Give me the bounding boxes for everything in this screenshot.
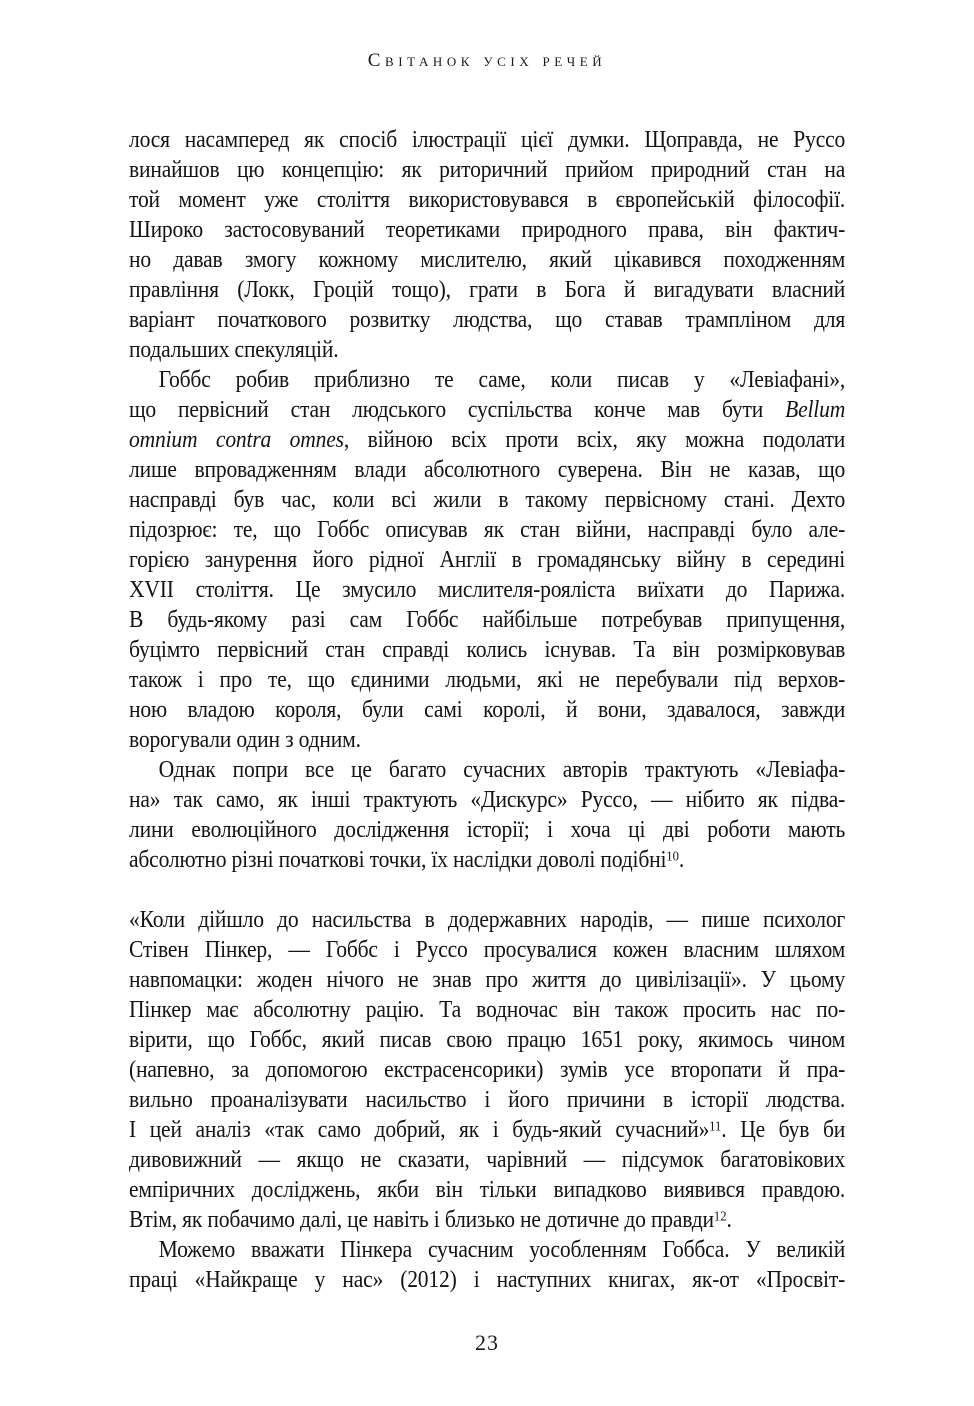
text-line: Стівен Пінкер, — Гоббс і Руссо просувалися кожен власним шляхом xyxy=(129,937,846,963)
text-line: (напевно, за допомогою екстрасенсорики) зумів усе второпати й пра- xyxy=(129,1057,846,1083)
text-line: лише впровадженням влади абсолютного суверена. Він не казав, що xyxy=(129,457,846,483)
text-line: на» так само, як інші трактують «Дискурс» Руссо, — нібито як підва- xyxy=(129,787,846,813)
text-line: насправді був час, коли всі жили в такому первісному стані. Дехто xyxy=(129,487,846,513)
paragraph xyxy=(129,755,926,875)
paragraph xyxy=(129,905,926,1235)
text-line: дивовижний — якщо не сказати, чарівний — підсумок багатовікових xyxy=(129,1147,846,1173)
text-line: емпіричних досліджень, якби він тільки випадково виявився правдою. xyxy=(129,1177,846,1203)
text-line: вірити, що Гоббс, який писав свою працю 1651 року, якимось чином xyxy=(129,1027,846,1053)
paragraph xyxy=(129,1235,926,1295)
text-line: також і про те, що єдиними людьми, які не перебували під верхов- xyxy=(129,667,846,693)
text-line: праці «Найкраще у нас» (2012) і наступних книгах, як-от «Просвіт- xyxy=(129,1267,846,1293)
text-line: І цей аналіз «так само добрий, як і будь-який сучасний»$^{11}$. Це був би xyxy=(129,1117,846,1143)
text-line: ворогували один з одним. xyxy=(129,727,361,753)
text-line: винайшов цю концепцію: як риторичний прийом природний стан на xyxy=(129,157,846,183)
text-line: що первісний стан людського суспільства конче мав бути Bellum xyxy=(129,397,846,423)
text-line: навпомацки: жоден нічого не знав про життя до цивілізації». У цьому xyxy=(129,967,846,993)
paragraph xyxy=(129,125,926,365)
text-line: но давав змогу кожному мислителю, який цікавився походженням xyxy=(129,247,846,273)
text-line: варіант початкового розвитку людства, що ставав трампліном для xyxy=(129,307,846,333)
text-line: Втім, як побачимо далі, це навіть і близько не дотичне до правди$^{12}$. xyxy=(129,1207,732,1233)
text-line: горією занурення його рідної Англії в громадянську війну в середині xyxy=(129,547,846,573)
body-text xyxy=(129,125,926,1295)
text-line: буцімто первісний стан справді колись існував. Та він розмірковував xyxy=(129,637,846,663)
text-line: абсолютно різні початкові точки, їх наслідки доволі подібні$^{10}$. xyxy=(129,847,685,873)
text-line: підозрює: те, що Гоббс описував як стан війни, насправді було але- xyxy=(129,517,846,543)
text-line: Широко застосовуваний теоретиками природного права, він фактич- xyxy=(129,217,846,243)
text-line: той момент уже століття використовувався в європейській філософії. xyxy=(129,187,846,213)
text-line: XVII століття. Це змусило мислителя-рояліста виїхати до Парижа. xyxy=(129,577,846,603)
text-line: ною владою короля, були самі королі, й вони, здавалося, завжди xyxy=(129,697,846,723)
text-line: Однак попри все це багато сучасних авторів трактують «Левіафа- xyxy=(158,757,846,783)
text-line: «Коли дійшло до насильства в додержавних народів, — пише психолог xyxy=(129,907,846,933)
text-line: В будь-якому разі сам Гоббс найбільше потребував припущення, xyxy=(129,607,846,633)
text-line: вильно проаналізувати насильство і його причини в історії людства. xyxy=(129,1087,846,1113)
text-line: omnium contra omnes, війною всіх проти всіх, яку можна подолати xyxy=(129,427,846,453)
page-number: 23 xyxy=(475,1330,499,1355)
text-line: Гоббс робив приблизно те саме, коли писав у «Левіафані», xyxy=(158,367,846,393)
text-line: подальших спекуляцій. xyxy=(129,337,339,363)
text-line: лося насамперед як спосіб ілюстрації цієї думки. Щоправда, не Руссо xyxy=(129,127,846,153)
text-line: Можемо вважати Пінкера сучасним уособленням Гоббса. У великій xyxy=(158,1237,846,1263)
paragraph xyxy=(129,365,926,755)
text-line: правління (Локк, Гроцій тощо), грати в Бога й вигадувати власний xyxy=(129,277,846,303)
text-line: лини еволюційного дослідження історії; і хоча ці дві роботи мають xyxy=(129,817,846,843)
text-line: Пінкер має абсолютну рацію. Та водночас він також просить нас по- xyxy=(129,997,846,1023)
running-head: Світанок усіх речей xyxy=(367,50,607,71)
